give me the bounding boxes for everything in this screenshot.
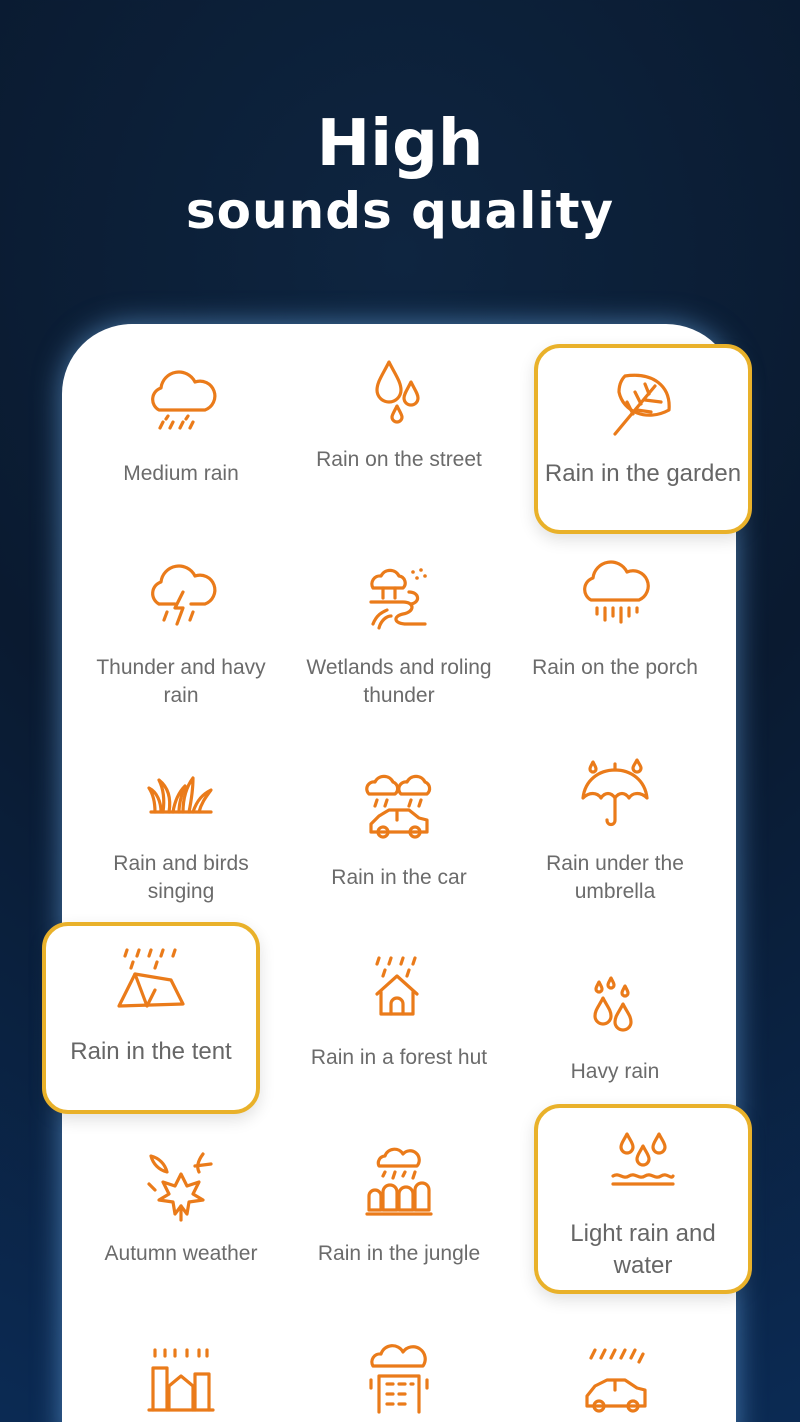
sound-label: Rain in the car	[331, 866, 467, 889]
sound-tile-rain-and-birds-singing[interactable]	[72, 728, 290, 918]
sound-tile-medium-rain[interactable]	[72, 338, 290, 528]
sound-tile-rain-on-the-porch[interactable]	[506, 532, 724, 722]
wetlands-icon	[359, 558, 439, 638]
sound-label: Rain and birds singing	[113, 852, 249, 903]
sound-label: Rain under the umbrella	[546, 852, 684, 903]
sound-tile-rain-in-the-tent[interactable]	[42, 922, 260, 1114]
drops-water-icon	[603, 1122, 683, 1202]
sound-label: Rain in the jungle	[317, 1242, 481, 1265]
sound-tile-car-heavy-rain[interactable]	[506, 1314, 724, 1422]
headline-line-1: High	[316, 107, 484, 181]
sound-tile-city-rain[interactable]	[72, 1314, 290, 1422]
sound-tile-rain-in-the-car[interactable]	[290, 742, 508, 932]
sound-label: Light rain and water	[570, 1220, 716, 1279]
hut-icon	[359, 948, 439, 1028]
sound-tile-rain-in-the-jungle[interactable]	[290, 1118, 508, 1308]
building-rain-icon	[359, 1340, 439, 1420]
leaf-icon	[603, 362, 683, 442]
car-rain-icon	[359, 768, 439, 848]
sound-tile-autumn-weather[interactable]	[72, 1118, 290, 1308]
sound-label: Rain on the porch	[532, 656, 698, 679]
sound-label: Havy rain	[570, 1060, 660, 1083]
sound-tile-wetlands-and-roling-thunder[interactable]	[290, 532, 508, 722]
city-rain-icon	[141, 1340, 221, 1420]
sound-label: Rain in the garden	[544, 460, 742, 487]
sound-tile-havy-rain[interactable]	[506, 936, 724, 1126]
sound-tile-thunder-and-havy-rain[interactable]	[72, 532, 290, 722]
sound-label: Rain in a forest hut	[310, 1046, 488, 1069]
sound-tile-rain-in-a-forest-hut[interactable]	[290, 922, 508, 1112]
water-drops-icon	[359, 350, 439, 430]
sound-label: Thunder and havy rain	[96, 656, 266, 707]
cloud-heavy-rain-icon	[575, 558, 655, 638]
sound-label: Rain on the street	[316, 448, 482, 471]
drops-icon	[575, 962, 655, 1042]
sound-label: Rain in the tent	[70, 1038, 232, 1065]
sound-tile-light-rain-and-water[interactable]	[534, 1104, 752, 1294]
headline	[0, 108, 800, 242]
sound-label: Wetlands and roling thunder	[306, 656, 492, 707]
tent-icon	[111, 940, 191, 1020]
sound-label: Autumn weather	[104, 1242, 258, 1265]
sound-tile-rain-on-the-street[interactable]	[290, 324, 508, 514]
sound-tile-rain-under-the-umbrella[interactable]	[506, 728, 724, 918]
grass-icon	[141, 754, 221, 834]
autumn-leaf-icon	[141, 1144, 221, 1224]
car-heavy-rain-icon	[575, 1340, 655, 1420]
sound-label: Medium rain	[123, 462, 239, 485]
umbrella-icon	[575, 754, 655, 834]
sound-tile-building-rain[interactable]	[290, 1314, 508, 1422]
sound-tile-rain-in-the-garden[interactable]	[534, 344, 752, 534]
jungle-icon	[359, 1144, 439, 1224]
thunder-cloud-icon	[141, 558, 221, 638]
cloud-rain-icon	[141, 364, 221, 444]
headline-line-2: sounds quality	[185, 182, 615, 240]
